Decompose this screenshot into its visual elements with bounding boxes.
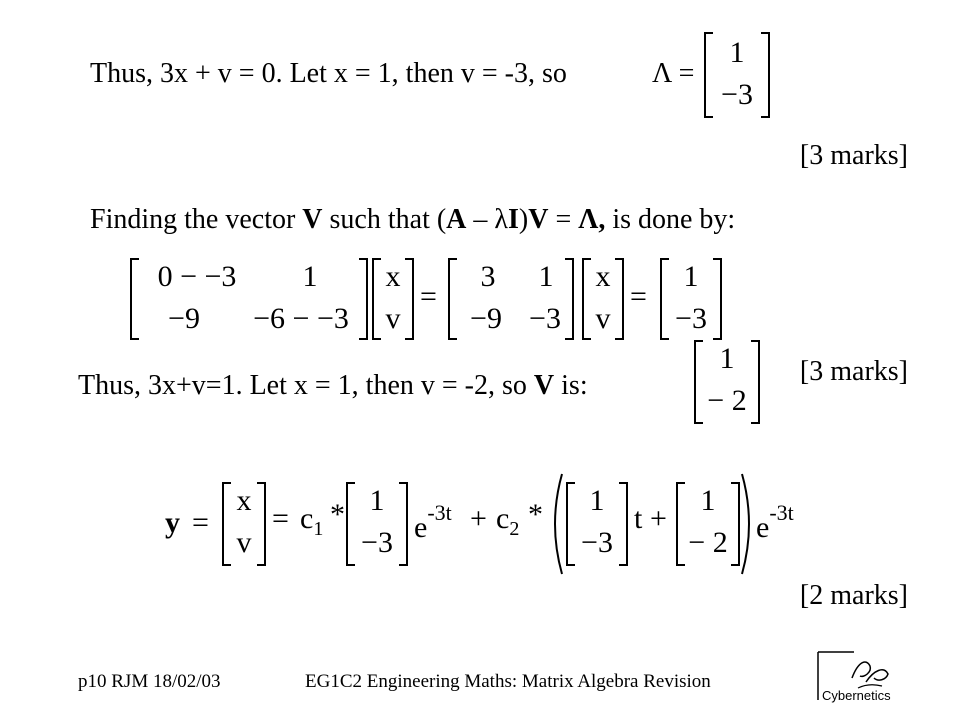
marks-3: [2 marks] <box>799 580 908 611</box>
matrix-cell: v <box>236 526 252 559</box>
vector-V: V <box>302 204 323 235</box>
matrix-cell: −9 <box>470 302 502 335</box>
line1-text: Thus, 3x + v = 0. Let x = 1, then v = -3, so <box>90 58 567 89</box>
text-span: = <box>548 204 579 235</box>
marks-1: [3 marks] <box>799 140 908 171</box>
matrix-cell: x <box>385 260 401 293</box>
matrix-cell: − 2 <box>707 384 747 417</box>
c-symbol: c <box>300 502 314 535</box>
matrix-cell: x <box>236 484 252 517</box>
footer-left: p10 RJM 18/02/03 <box>78 671 221 692</box>
equals-sign: = <box>192 506 209 539</box>
lambda-symbol: λ <box>494 204 508 235</box>
plus-sign: + <box>650 502 667 535</box>
matrix-A: A <box>446 204 467 235</box>
multiply-star: * <box>330 498 345 531</box>
multiply-star: * <box>528 498 543 531</box>
eigenvector-matrix <box>346 482 408 566</box>
constant-c1 <box>300 502 323 546</box>
equals-sign: = <box>420 280 437 313</box>
matrix-cell: v <box>595 302 611 335</box>
lambda-equals: Λ = <box>652 58 695 89</box>
exponential <box>414 502 452 545</box>
matrix-cell: −6 − −3 <box>253 302 349 335</box>
lambda-matrix <box>660 258 722 340</box>
matrix-cell: 1 <box>538 260 554 293</box>
matrix-cell: 1 <box>302 260 318 293</box>
footer-center: EG1C2 Engineering Maths: Matrix Algebra Revision <box>305 671 711 692</box>
vector-xv <box>582 258 624 340</box>
matrix-cell: 1 <box>719 342 735 375</box>
matrix-cell: 1 <box>700 484 716 517</box>
y-symbol: y <box>165 506 180 539</box>
matrix-cell: 1 <box>729 36 745 69</box>
text-span: – <box>466 204 495 235</box>
lambda-matrix <box>704 32 770 118</box>
matrix-cell: − 2 <box>688 526 728 559</box>
exponent: -3t <box>427 500 452 525</box>
marks-2: [3 marks] <box>799 356 908 387</box>
lambda-symbol-upper: Λ, <box>578 204 606 235</box>
matrix-cell: 0 − −3 <box>157 260 237 293</box>
matrix-cell: x <box>595 260 611 293</box>
matrix-A-minus-lambda <box>130 258 368 340</box>
vector-V-matrix <box>694 340 760 424</box>
equals-sign: = <box>630 280 647 313</box>
equals-sign: = <box>272 502 289 535</box>
line3-text <box>78 370 588 402</box>
matrix-cell: −3 <box>529 302 561 335</box>
text-span: is done by: <box>605 204 736 235</box>
e-symbol: e <box>414 511 428 544</box>
exponent: -3t <box>769 500 794 525</box>
matrix-cell: −9 <box>168 302 200 335</box>
constant-c2 <box>496 502 519 546</box>
cybernetics-logo <box>814 648 894 708</box>
vector-V: V <box>533 370 555 401</box>
text-span: such that ( <box>322 204 447 235</box>
matrix-cell: 1 <box>589 484 605 517</box>
text-span: is: <box>554 370 588 401</box>
matrix-cell: 3 <box>480 260 496 293</box>
exponential <box>756 502 794 545</box>
matrix-cell: 1 <box>369 484 385 517</box>
identity-I: I <box>507 204 519 235</box>
text-span: ) <box>518 204 529 235</box>
line2-text <box>90 204 735 236</box>
e-symbol: e <box>756 511 770 544</box>
matrix-cell: −3 <box>721 78 753 111</box>
plus-sign: + <box>470 502 487 535</box>
vector-V: V <box>528 204 549 235</box>
matrix-evaluated <box>448 258 574 340</box>
matrix-cell: 1 <box>683 260 699 293</box>
eigenvector-matrix <box>566 482 628 566</box>
text-span: Thus, 3x+v=1. Let x = 1, then v = -2, so <box>78 370 534 401</box>
t-symbol: t <box>634 502 643 535</box>
logo-text: Cybernetics <box>822 688 891 703</box>
c-symbol: c <box>496 502 510 535</box>
subscript: 1 <box>313 518 324 540</box>
vector-xv <box>372 258 414 340</box>
subscript: 2 <box>509 518 520 540</box>
matrix-cell: v <box>385 302 401 335</box>
matrix-cell: −3 <box>581 526 613 559</box>
text-span: Finding the vector <box>90 204 303 235</box>
vector-xv <box>222 482 266 566</box>
generalized-vector-matrix <box>676 482 740 566</box>
right-paren <box>738 472 758 576</box>
matrix-cell: −3 <box>361 526 393 559</box>
left-paren <box>546 472 566 576</box>
matrix-cell: −3 <box>675 302 707 335</box>
